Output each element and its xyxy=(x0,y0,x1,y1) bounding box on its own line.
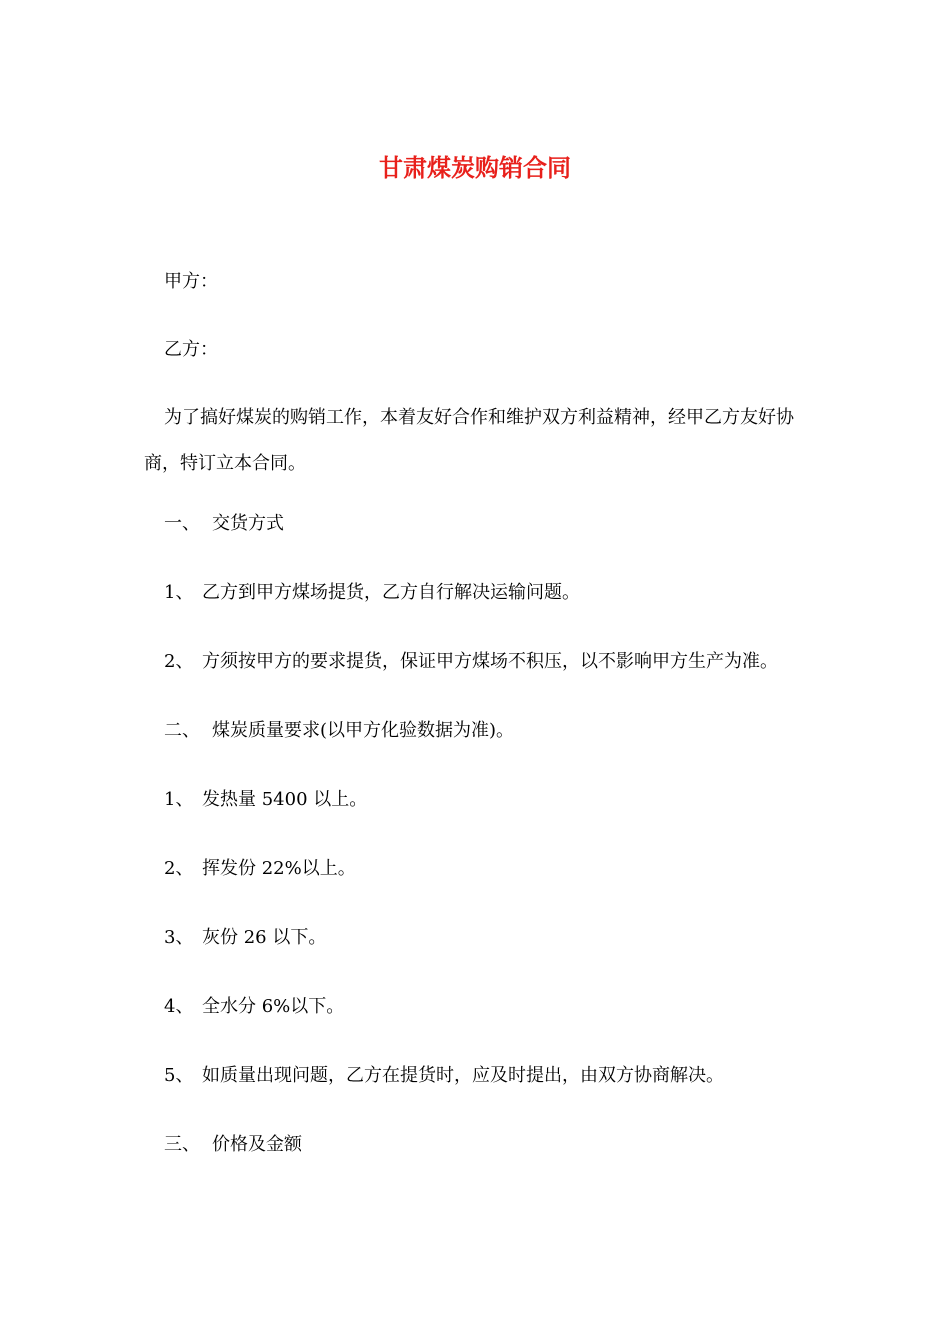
section-heading xyxy=(144,1131,844,1159)
list-item xyxy=(144,1062,844,1090)
intro-paragraph: 为了搞好煤炭的购销工作，本着友好合作和维护双方利益精神，经甲乙方友好协商，特订立本合同。 xyxy=(144,407,794,474)
item-number: 2、 xyxy=(164,651,194,672)
section-heading xyxy=(144,510,844,538)
item-text: 方须按甲方的要求提货，保证甲方煤场不积压，以不影响甲方生产为准。 xyxy=(202,651,778,672)
list-item xyxy=(144,993,844,1021)
section-heading-text: 交货方式 xyxy=(212,513,284,534)
section-number: 一、 xyxy=(164,513,200,534)
list-item xyxy=(144,855,844,883)
section-heading-text: 煤炭质量要求(以甲方化验数据为准)。 xyxy=(212,720,515,741)
document-title: 甘肃煤炭购销合同 xyxy=(379,153,571,182)
section-number: 二、 xyxy=(164,720,200,741)
item-text: 如质量出现问题，乙方在提货时，应及时提出，由双方协商解决。 xyxy=(202,1065,724,1086)
item-text: 发热量 5400 以上。 xyxy=(202,789,368,810)
item-text: 挥发份 22%以上。 xyxy=(202,858,356,879)
item-number: 5、 xyxy=(164,1065,194,1086)
item-number: 1、 xyxy=(164,789,194,810)
item-text: 乙方到甲方煤场提货，乙方自行解决运输问题。 xyxy=(202,582,580,603)
list-item xyxy=(144,648,844,676)
item-text: 全水分 6%以下。 xyxy=(202,996,345,1017)
party-a-label: 甲方： xyxy=(164,271,218,292)
list-item xyxy=(144,579,844,607)
section-number: 三、 xyxy=(164,1134,200,1155)
section-heading xyxy=(144,717,844,745)
list-item xyxy=(144,924,844,952)
item-number: 2、 xyxy=(164,858,194,879)
party-b-label: 乙方： xyxy=(164,339,218,360)
item-number: 4、 xyxy=(164,996,194,1017)
item-number: 1、 xyxy=(164,582,194,603)
item-number: 3、 xyxy=(164,927,194,948)
list-item xyxy=(144,786,844,814)
item-text: 灰份 26 以下。 xyxy=(202,927,327,948)
section-heading-text: 价格及金额 xyxy=(212,1134,302,1155)
